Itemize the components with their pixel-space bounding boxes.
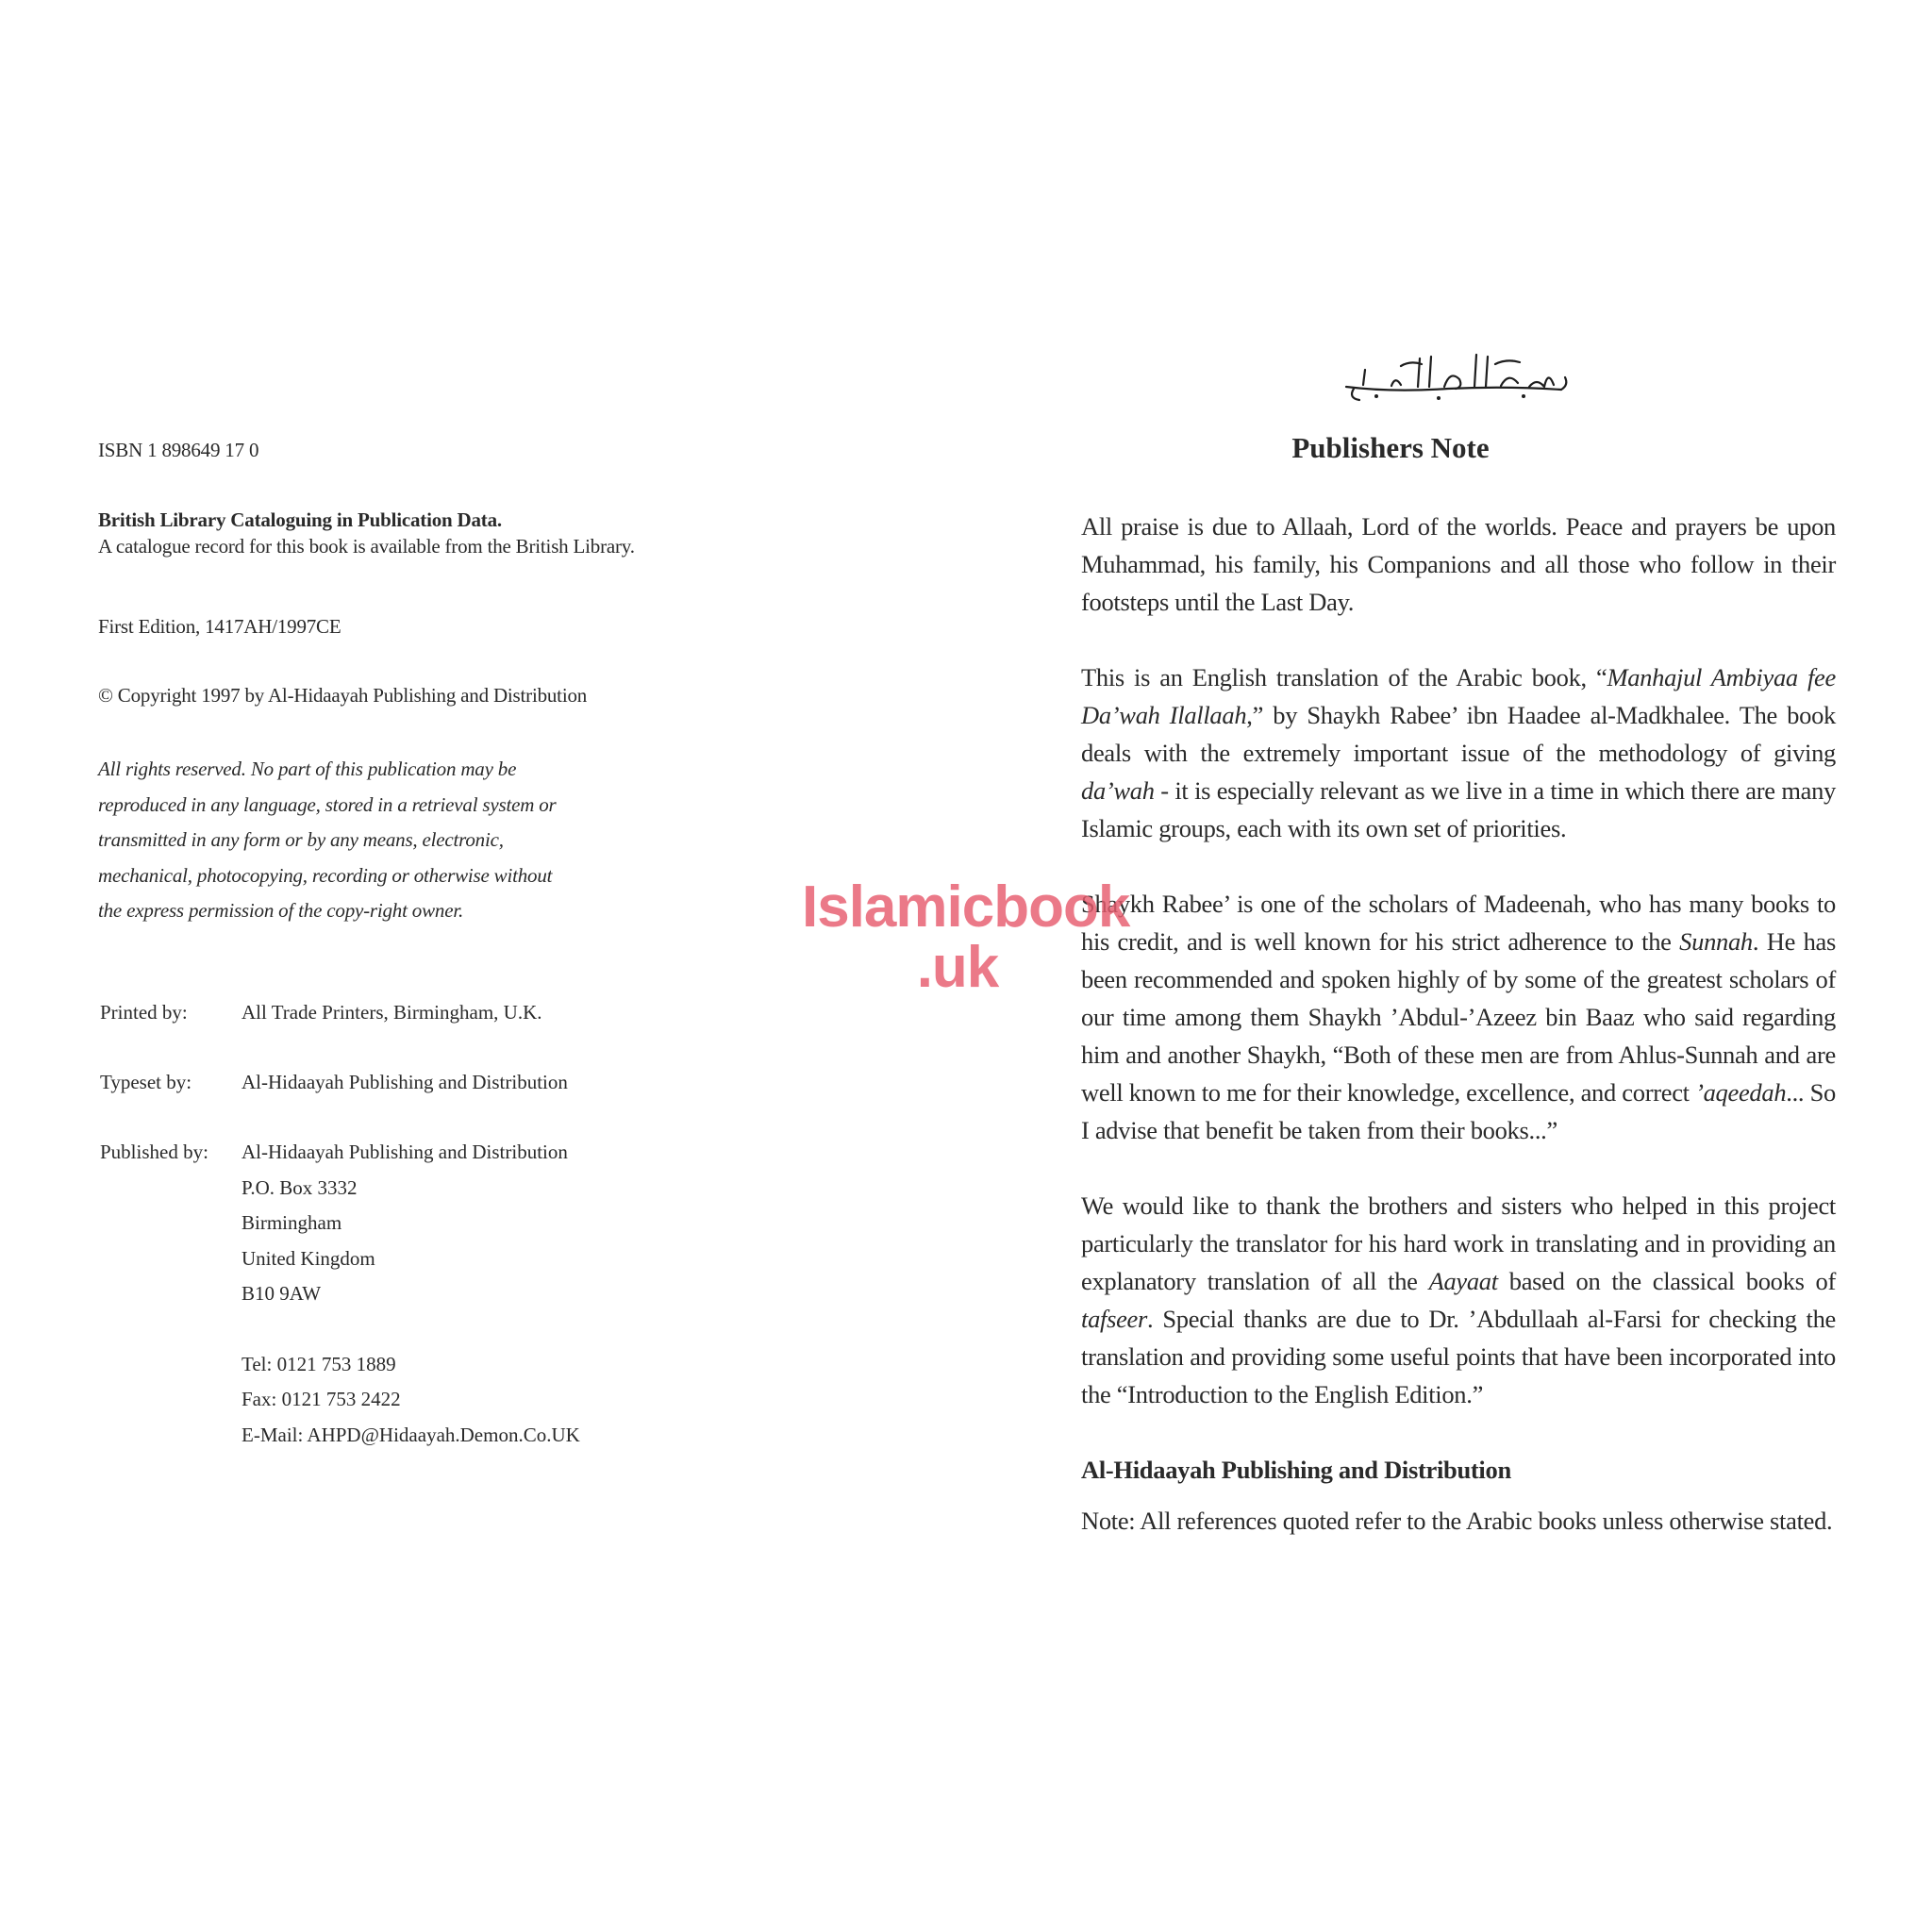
text-run: We would like to thank the brothers and sisters who helped in this project particularly the translator for his hard work in translating and in providing an explanatory translation of all the — [1081, 1191, 1836, 1295]
printed-by — [100, 995, 542, 1031]
edition: First Edition, 1417AH/1997CE — [98, 615, 341, 638]
printed-label: Printed by: — [100, 1001, 188, 1024]
printed-value: All Trade Printers, Birmingham, U.K. — [242, 1001, 542, 1024]
page-title: Publishers Note — [1291, 431, 1490, 464]
italic-term: ’aqeedah — [1695, 1078, 1787, 1107]
text-run: ... So I advise that benefit be taken from their books...” — [1081, 1078, 1836, 1144]
publisher-signature: Al-Hidaayah Publishing and Distribution — [1081, 1456, 1511, 1484]
paragraph-thanks — [1081, 1187, 1836, 1413]
typeset-value: Al-Hidaayah Publishing and Distribution — [242, 1071, 568, 1093]
catalogue-block — [98, 507, 635, 559]
book-title: Manhajul Ambiyaa fee Da’wah Ilallaah — [1081, 663, 1836, 729]
telephone: Tel: 0121 753 1889 — [242, 1352, 396, 1375]
text-run: ,” by Shaykh Rabee’ ibn Haadee al-Madkhalee. The book deals with the extremely important issue of the methodology of giving — [1081, 701, 1836, 767]
typeset-label: Typeset by: — [100, 1071, 192, 1093]
basmala-icon — [1335, 341, 1580, 408]
text-run: - it is especially relevant as we live in a time in which there are many Islamic groups, each with its own set of priorities. — [1081, 776, 1836, 842]
paragraph-author — [1081, 885, 1836, 1149]
italic-term: Sunnah — [1679, 927, 1753, 956]
copyright-notice: © Copyright 1997 by Al-Hidaayah Publishing and Distribution — [98, 684, 588, 707]
text-run: . Special thanks are due to Dr. ’Abdullaah al-Farsi for checking the translation and providing some useful points that have been incorporated into the “Introduction to the English Edition.” — [1081, 1305, 1836, 1408]
italic-term: tafseer — [1081, 1305, 1148, 1333]
catalogue-text: A catalogue record for this book is available from the British Library. — [98, 535, 635, 558]
isbn: ISBN 1 898649 17 0 — [98, 439, 259, 461]
note-body — [1081, 508, 1836, 1577]
text-run: based on the classical books of — [1497, 1267, 1836, 1295]
basmala-calligraphy — [1335, 341, 1580, 408]
rights-statement: All rights reserved. No part of this publication may be reproduced in any language, stored in a retrieval system or transmitted in any form or by any means, electronic, mechanical, photocopying, recording or otherwise without the express permission of the copy-right owner. — [98, 758, 557, 922]
paragraph-translation — [1081, 658, 1836, 847]
references-note: Note: All references quoted refer to the Arabic books unless otherwise stated. — [1081, 1507, 1833, 1535]
watermark-line: Islamicbook — [802, 874, 1130, 940]
text-run: This is an English translation of the Arabic book, “ — [1081, 663, 1607, 691]
copyright-page — [0, 0, 962, 1932]
address-line: Birmingham — [242, 1211, 342, 1234]
published-label: Published by: — [100, 1141, 208, 1163]
publishers-note-page — [962, 0, 1932, 1932]
italic-term: da’wah — [1081, 776, 1155, 805]
spacer — [242, 1312, 580, 1347]
fax: Fax: 0121 753 2422 — [242, 1388, 401, 1410]
typeset-by — [100, 1065, 568, 1101]
publisher-address — [242, 1135, 580, 1453]
email: E-Mail: AHPD@Hidaayah.Demon.Co.UK — [242, 1423, 580, 1446]
text-run: Shaykh Rabee’ is one of the scholars of Madeenah, who has many books to his credit, and is well known for his strict adherence to the — [1081, 890, 1836, 956]
text-run: . He has been recommended and spoken highly of by some of the greatest scholars of our time among them Shaykh ’Abdul-’Azeez bin Baaz who said regarding him and another Shaykh, “Both of these men are from Ahlus-Sunnah and are well known to me for their knowledge, excellence, and correct — [1081, 927, 1836, 1107]
address-line: B10 9AW — [242, 1282, 322, 1305]
address-line: Al-Hidaayah Publishing and Distribution — [242, 1141, 568, 1163]
address-line: P.O. Box 3332 — [242, 1175, 358, 1199]
address-line: United Kingdom — [242, 1246, 375, 1270]
italic-term: Aayaat — [1428, 1267, 1498, 1295]
published-by — [100, 1135, 580, 1453]
watermark-line: .uk — [916, 935, 999, 1000]
paragraph-praise: All praise is due to Allaah, Lord of the worlds. Peace and prayers be upon Muhammad, his family, his Companions and all those who follow in their footsteps until the Last Day. — [1081, 512, 1836, 616]
catalogue-heading: British Library Cataloguing in Publication Data. — [98, 508, 502, 531]
